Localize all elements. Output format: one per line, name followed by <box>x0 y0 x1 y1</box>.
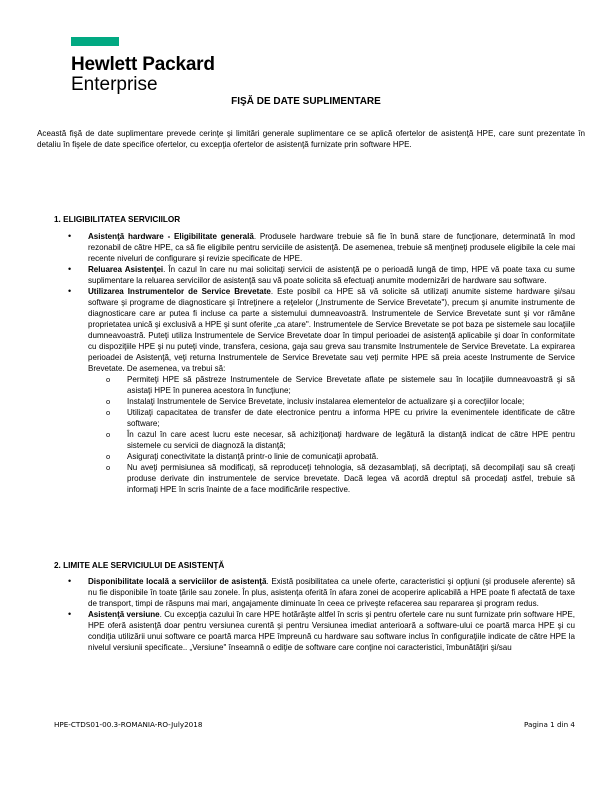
section2-list <box>61 576 575 653</box>
footer-page-number: Pagina 1 din 4 <box>523 720 575 729</box>
intro-paragraph: Această fişă de date suplimentare prevede cerinţe şi limitări generale suplimentare ce se aplică ofertelor de asistenţă HPE, care sunt prezentate în detaliu în fişele de date specifice ofertelor, cu excepţia ofertelor de asistenţă furnizate prin software HPE. <box>37 129 585 150</box>
section1-list <box>61 231 575 495</box>
item-text: . Produsele hardware trebuie să fie în bună stare de funcţionare, determinată în mod rezonabil de către HPE, ca să fie eligibile pentru serviciile de asistenţă. De asemenea, trebuie să menţineţi produsele eligibile la cele mai recente niveluri de configurare şi revizie specificate de HPE. <box>88 232 575 263</box>
logo-text-line2: Enterprise <box>71 74 158 95</box>
sub-list-item: o Asiguraţi conectivitate la distanţă printr-o linie de comunicaţii aprobată. <box>102 451 575 462</box>
logo-text-line1: Hewlett Packard <box>71 54 215 75</box>
item-text: . În cazul în care nu mai solicitaţi servicii de asistenţă pe o perioadă lungă de timp, HPE vă poate taxa cu sume suplimentare la reluarea serviciilor de asistenţă sau vă poate solicita să efectuaţi anumite modernizări de hardware sau software. <box>88 265 575 285</box>
hpe-logo <box>71 37 215 95</box>
section2-heading: 2. LIMITE ALE SERVICIULUI DE ASISTENŢĂ <box>54 561 225 570</box>
section1-item-reluare <box>61 264 575 286</box>
section2-item-versiune <box>61 609 575 653</box>
sub-list-item: o Permiteţi HPE să păstreze Instrumentele de Service Brevetate aflate pe sistemele sau în locaţiile dumneavoastră şi să asistaţi HPE în punerea acestora în funcţiune; <box>102 374 575 396</box>
sub-list-item: o Nu aveţi permisiunea să modificaţi, să reproduceţi tehnologia, să dezasamblaţi, să decriptaţi, să decompilaţi sau să creaţi produse derivate din instrumentele de service brevetate. Dacă legea vă acordă dreptul să procedaţi astfel, trebuie să informaţi HPE în scris înainte de a face modificările respective. <box>102 462 575 495</box>
item-text: . Cu excepţia cazului în care HPE hotărăşte altfel în scris şi pentru ofertele care nu sunt furnizate prin software HPE, HPE oferă asistenţă doar pentru versiunea curentă şi pentru Versiunea imediat anterioară a software-ului ce poartă marca HPE şi cu condiţia utilizării unui software ce poartă marca HPE împreună cu hardware sau software inclus în configuraţiile indicate de către HPE la nivelul versiunii specificate.. „Versiune" înseamnă o ediţie de software care conţine noi caracteristici, îmbunătăţiri şi/sau <box>88 610 575 652</box>
sub-list-item: o În cazul în care acest lucru este necesar, să achiziţionaţi hardware de legătură la distanţă indicat de către HPE pentru sistemele cu servicii de diagnoză la distanţă; <box>102 429 575 451</box>
sub-list-item: o Utilizaţi capacitatea de transfer de date electronice pentru a informa HPE cu privire la evenimentele identificate de către software; <box>102 407 575 429</box>
item-lead: Asistenţă versiune <box>88 610 160 619</box>
hpe-logo-bar <box>71 37 119 46</box>
item-text: . Există posibilitatea ca unele oferte, caracteristici şi opţiuni (şi produsele aferente) să nu fie disponibile în toate ţările sau zonele. În plus, asistenţa oferită în afara zonei de acoperire aplicabilă a HPE poate fi afectată de taxe de transport, timpi de răspuns mai mari, angajamente diminuate în ceea ce priveşte refacerea sau repararea şi program redus. <box>88 577 575 608</box>
instrumente-sublist <box>88 374 575 495</box>
sub-list-item: o Instalaţi Instrumentele de Service Brevetate, inclusiv instalarea elementelor de actualizare şi a corecţiilor locale; <box>102 396 575 407</box>
document-title: FIŞĂ DE DATE SUPLIMENTARE <box>231 96 381 107</box>
item-lead: Asistenţă hardware - Eligibilitate generală <box>88 232 254 241</box>
section1-item-hardware <box>61 231 575 264</box>
footer-doc-id: HPE-CTDS01-00.3-ROMANIA-RO-July2018 <box>54 720 203 729</box>
section1-heading: 1. ELIGIBILITATEA SERVICIILOR <box>54 215 181 224</box>
section1-item-instrumente <box>61 286 575 495</box>
item-text: . Este posibil ca HPE să vă solicite să utilizaţi anumite sisteme hardware şi/sau software şi programe de diagnosticare şi întreţinere a reţelelor („Instrumente de Service Brevetate"), precum şi anumite instrumente de diagnosticare care ar putea fi incluse ca parte a sistemului dumneavoastră. Instrumentele de Service Brevetate sunt şi vor rămâne proprietatea unică şi exclusivă a HPE şi sunt oferite „ca atare". Instrumentele de Service Brevetate se pot baza pe sistemele sau locaţiile dumneavoastră. Puteţi utiliza Instrumentele de Service Brevetate doar în timpul perioadei de asistenţă aplicabile şi doar în conformitate cu dispoziţiile HPE şi nu puteţi vinde, transfera, cesiona, gaja sau greva sau transmite Instrumentele de Service Brevetate. La expirarea perioadei de Asistenţă, veţi returna Instrumentele de Service Brevetate sau veţi permite HPE să preia aceste Instrumente de Service Brevetate. De asemenea, va trebui să: <box>88 287 575 373</box>
item-lead: Utilizarea Instrumentelor de Service Brevetate <box>88 287 271 296</box>
section2-item-disponibilitate <box>61 576 575 609</box>
item-lead: Reluarea Asistenţei <box>88 265 164 274</box>
item-lead: Disponibilitate locală a serviciilor de asistenţă <box>88 577 267 586</box>
